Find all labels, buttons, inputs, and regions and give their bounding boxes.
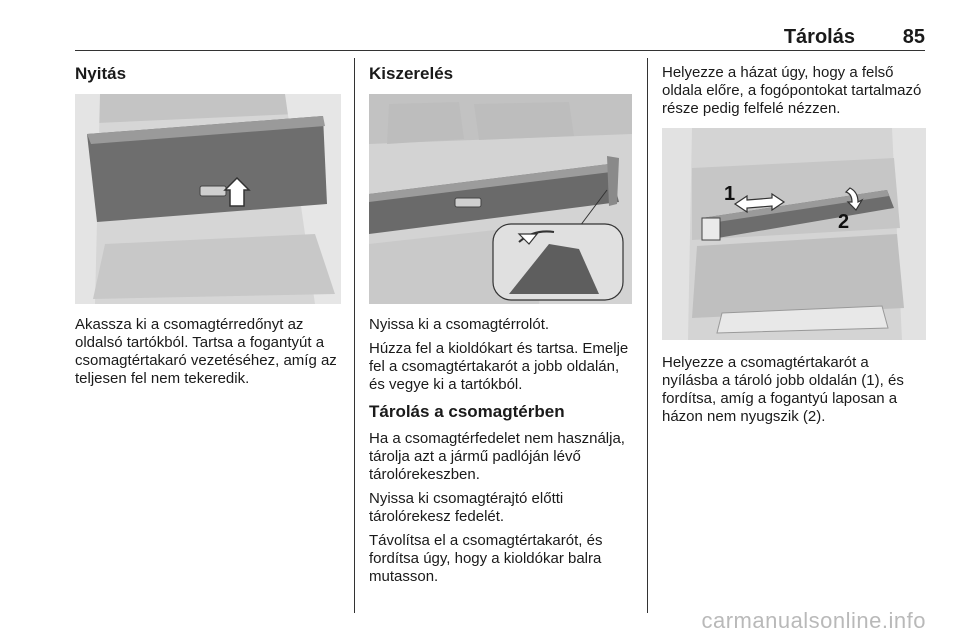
caption-opening: Akassza ki a csomagtérredőnyt az oldalsó tartókból. Tartsa a fogantyút a csomagtértakaró vezetéséhez, amíg az teljesen fel nem tekeredik. xyxy=(75,316,337,387)
column-opening xyxy=(75,60,341,394)
illustration-release-lever xyxy=(369,94,632,304)
column-removal xyxy=(369,60,635,592)
watermark: carmanualsonline.info xyxy=(701,608,926,633)
paragraph-open-compartment: Nyissa ki csomagtérajtó előtti tárolórekesz fedelét. xyxy=(369,490,564,525)
figure-insertion xyxy=(662,128,926,340)
column-divider-2 xyxy=(647,58,648,613)
subheading-storage: Tárolás a csomagtérben xyxy=(369,402,565,421)
column-insertion xyxy=(662,60,926,432)
heading-opening: Nyitás xyxy=(75,64,127,83)
paragraph-insert-and-rotate: Helyezze a csomagtértakarót a nyílásba a tároló jobb oldalán (1), és fordítsa, amíg a fogantyú laposan a házon nem nyugszik (2). xyxy=(662,354,904,425)
callout-label-2: 2 xyxy=(838,211,850,233)
paragraph-lift-lever: Húzza fel a kioldókart és tartsa. Emelje fel a csomagtértakarót a jobb oldalán, és vegye ki a tartókból. xyxy=(369,340,629,393)
page-number: 85 xyxy=(902,26,925,48)
page-header xyxy=(75,26,925,52)
paragraph-turn-cover: Távolítsa el a csomagtértakarót, és fordítsa úgy, hogy a kioldókar balra mutasson. xyxy=(369,532,603,585)
column-divider-1 xyxy=(354,58,355,613)
heading-removal: Kiszerelés xyxy=(369,64,454,83)
figure-opening-cover xyxy=(75,94,341,304)
callout-label-1: 1 xyxy=(724,183,736,205)
illustration-cargo-cover-opening xyxy=(75,94,341,304)
paragraph-place-housing: Helyezze a házat úgy, hogy a felső oldala előre, a fogópontokat tartalmazó része pedig felfelé nézzen. xyxy=(662,64,922,117)
illustration-insert-cover xyxy=(662,128,926,340)
header-rule xyxy=(75,50,925,51)
paragraph-store-floor: Ha a csomagtérfedelet nem használja, tárolja azt a jármű padlóján lévő tárolórekeszben. xyxy=(369,430,625,483)
figure-removal xyxy=(369,94,632,304)
section-title: Tárolás xyxy=(783,26,855,48)
paragraph-open-roller: Nyissa ki a csomagtérrolót. xyxy=(369,316,550,333)
